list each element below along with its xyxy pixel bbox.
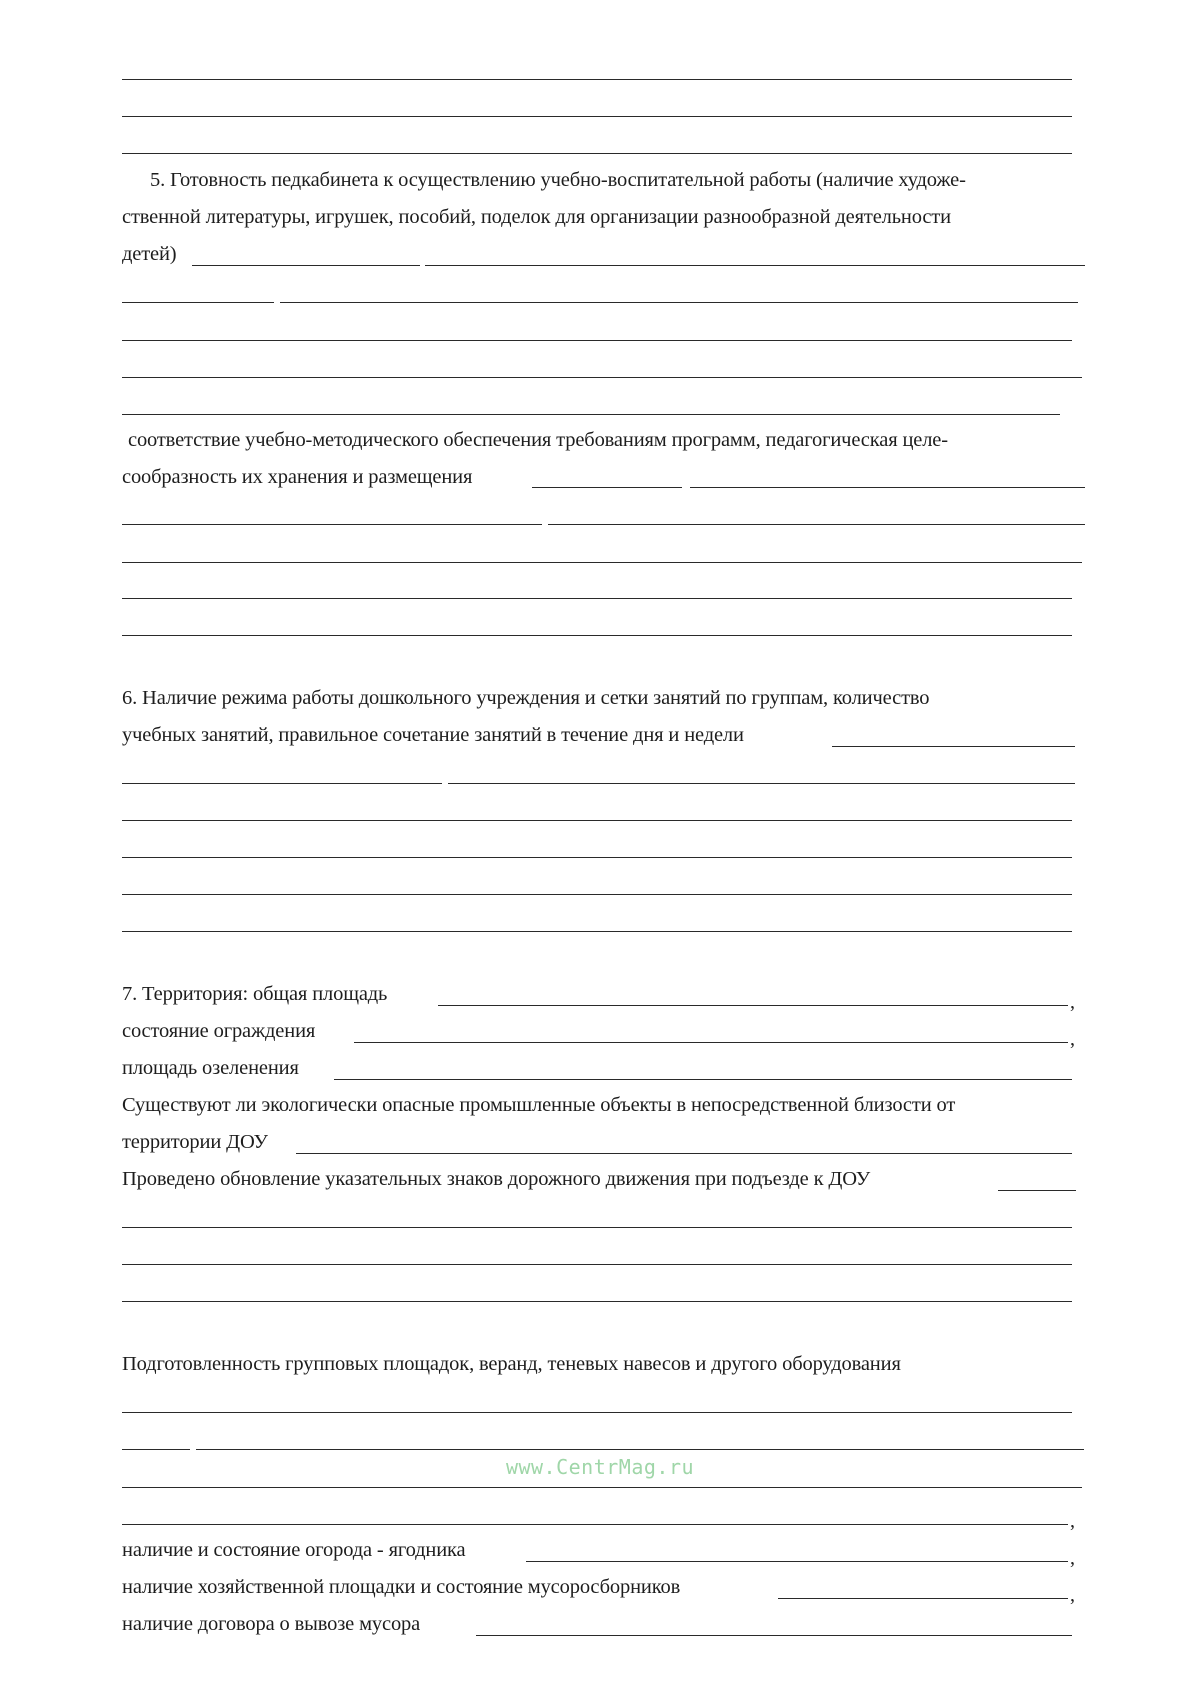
blank-line[interactable] xyxy=(122,1301,1072,1302)
blank-line[interactable] xyxy=(690,487,1085,488)
section-5-subtext: соответствие учебно-методического обеспечения требованиям программ, педагогическая целе- xyxy=(128,429,948,451)
blank-line[interactable] xyxy=(122,1524,1068,1525)
blank-line[interactable] xyxy=(122,1412,1072,1413)
blank-line[interactable] xyxy=(122,377,1082,378)
garden-label: наличие и состояние огорода - ягодника xyxy=(122,1539,466,1561)
territory-area-label: 7. Территория: общая площадь xyxy=(122,983,388,1005)
section-5-text: ственной литературы, игрушек, пособий, поделок для организации разнообразной деятельности xyxy=(122,206,951,228)
waste-contract-label: наличие договора о вывозе мусора xyxy=(122,1613,421,1635)
blank-line[interactable] xyxy=(122,783,442,784)
road-signs-label: Проведено обновление указательных знаков дорожного движения при подъезде к ДОУ xyxy=(122,1168,871,1190)
utility-area-field[interactable] xyxy=(778,1598,1068,1599)
playgrounds-label: Подготовленность групповых площадок, веранд, теневых навесов и другого оборудования xyxy=(122,1353,901,1375)
green-area-field[interactable] xyxy=(334,1079,1072,1080)
blank-line[interactable] xyxy=(832,746,1075,747)
blank-line[interactable] xyxy=(122,1227,1072,1228)
waste-contract-field[interactable] xyxy=(476,1635,1072,1636)
comma: , xyxy=(1070,1510,1075,1532)
blank-line[interactable] xyxy=(122,302,274,303)
green-area-label: площадь озеленения xyxy=(122,1057,299,1079)
comma: , xyxy=(1070,1584,1075,1606)
blank-line[interactable] xyxy=(122,116,1072,117)
territory-area-field[interactable] xyxy=(438,1005,1068,1006)
blank-line[interactable] xyxy=(122,820,1072,821)
blank-line[interactable] xyxy=(122,153,1072,154)
blank-line[interactable] xyxy=(122,1449,190,1450)
blank-line[interactable] xyxy=(122,894,1072,895)
blank-line[interactable] xyxy=(196,1449,1084,1450)
road-signs-field[interactable] xyxy=(998,1190,1076,1191)
blank-line[interactable] xyxy=(122,857,1072,858)
blank-line[interactable] xyxy=(425,265,1085,266)
blank-line[interactable] xyxy=(122,79,1072,80)
blank-line[interactable] xyxy=(122,524,542,525)
section-5-subtext: сообразность их хранения и размещения xyxy=(122,466,473,488)
section-6-text: учебных занятий, правильное сочетание занятий в течение дня и недели xyxy=(122,724,744,746)
watermark: www.CentrMag.ru xyxy=(505,1455,695,1479)
blank-line[interactable] xyxy=(192,265,420,266)
comma: , xyxy=(1070,991,1075,1013)
eco-objects-field[interactable] xyxy=(296,1153,1072,1154)
blank-line[interactable] xyxy=(122,340,1072,341)
garden-field[interactable] xyxy=(526,1561,1068,1562)
blank-line[interactable] xyxy=(122,1487,1082,1488)
blank-line[interactable] xyxy=(122,931,1072,932)
blank-line[interactable] xyxy=(122,1264,1072,1265)
blank-line[interactable] xyxy=(280,302,1078,303)
blank-line[interactable] xyxy=(122,598,1072,599)
comma: , xyxy=(1070,1547,1075,1569)
blank-line[interactable] xyxy=(532,487,682,488)
blank-line[interactable] xyxy=(122,414,1060,415)
section-5-text: 5. Готовность педкабинета к осуществлению учебно-воспитательной работы (наличие художе- xyxy=(150,169,966,191)
blank-line[interactable] xyxy=(122,635,1072,636)
section-5-text: детей) xyxy=(122,243,177,265)
utility-area-label: наличие хозяйственной площадки и состояние мусоросборников xyxy=(122,1576,681,1598)
eco-objects-text: территории ДОУ xyxy=(122,1131,268,1153)
blank-line[interactable] xyxy=(122,562,1082,563)
section-6-text: 6. Наличие режима работы дошкольного учреждения и сетки занятий по группам, количество xyxy=(122,687,930,709)
eco-objects-text: Существуют ли экологически опасные промышленные объекты в непосредственной близости от xyxy=(122,1094,956,1116)
blank-line[interactable] xyxy=(548,524,1085,525)
fence-condition-label: состояние ограждения xyxy=(122,1020,316,1042)
fence-condition-field[interactable] xyxy=(354,1042,1068,1043)
blank-line[interactable] xyxy=(448,783,1075,784)
comma: , xyxy=(1070,1028,1075,1050)
